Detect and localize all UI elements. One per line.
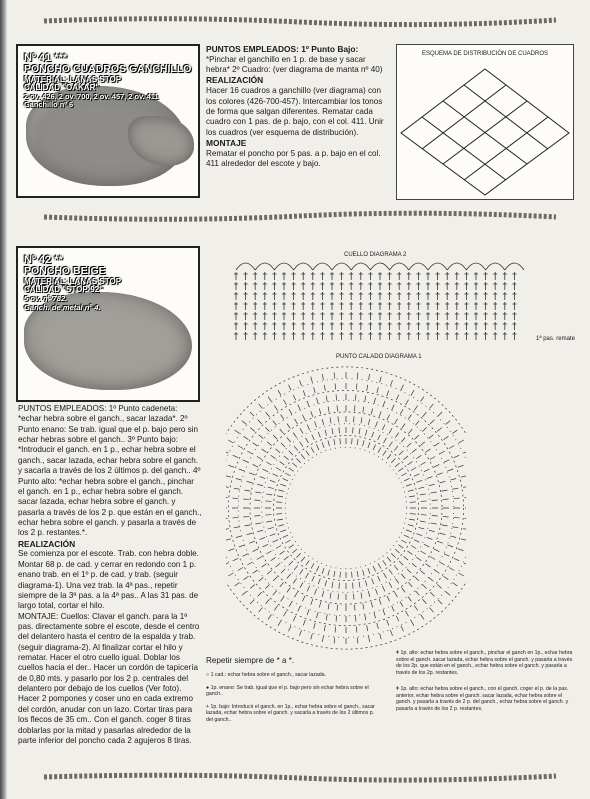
repeat-note: Repetir siempre de * a *. xyxy=(206,656,295,665)
montaje-heading: MONTAJE xyxy=(206,138,247,149)
stitches-heading: PUNTOS EMPLEADOS: 1º Punto Bajo: xyxy=(206,44,359,54)
legend-item: ● 1p. enano: Se trab. igual que el p. bajo pero sin echar hebra sobre el ganch.. xyxy=(206,684,369,697)
stitches-text: PUNTOS EMPLEADOS: 1º Punto cadeneta: *echar hebra sobre el ganch., sacar lazada*. 2º Punto enano: Se trab. igual que el p. bajo pero sin echar hebras sobre el ganch.. 3º Punto bajo: *Introducir el ganch. en 1 p., echar hebra sobre el ganch., sacar lazada, echar hebra sobre el ganch. y sacarla a través de los 2 últimos p. del ganch.. 4º Punto alto: *echar hebra sobre el ganch., pinchar el ganch. en 1 p., echar hebra sobre el ganch. sacar lazada, echar hebra sobre el ganch. y pasarla a través de los 2 p. que están en el ganch., echar hebra sobre el ganch. y pasarla a través de los 2 p. restantes.*. xyxy=(18,404,202,538)
poncho-41-photo-box xyxy=(16,44,200,198)
lace-diagram-1 xyxy=(226,360,466,656)
legend-item: ǂ 1p. alto: echar hebra sobre el ganch., pinchar el ganch en 1p., echar hebra sobre el ganch. sacar lazada, echar hebra sobre el ganch. y pasarla a través de los 2p. que están en el ganch., echar hebra sobre el ganch. y pasarla a través de los 2p. restantes. xyxy=(396,650,573,676)
pattern-number: Nº 42 ** xyxy=(24,254,63,266)
page-binding-edge xyxy=(0,0,7,799)
pattern-number: Nº 41 *** xyxy=(24,52,68,64)
yarn-divider-bottom xyxy=(40,770,560,784)
montaje-text: Rematar el poncho por 5 pas. a p. bajo en el col. 411 alrededor del escote y bajo. xyxy=(206,148,381,169)
realizacion-heading: REALIZACIÓN xyxy=(206,75,264,86)
colors-line: 2 ov. 426, 2 ov. 700, 2 ov. 457, 2 ov. 411 xyxy=(24,92,159,102)
legend-item: + 1p. bajo: Introducir el ganch. en 1p., echar hebra sobre el ganch., sacar lazada, echar hebra sobre el ganch. y sacarla a través de los 2 últimos p. del ganch.. xyxy=(206,703,375,723)
pattern-title: PONCHO CUADROS GANCHILLO xyxy=(24,63,192,76)
montaje-text: MONTAJE: Cuellos: Clavar el ganch. para la 1ª pas. directamente sobre el escote, desde el centro del delantero hasta el centro de la espalda y trab. (seguir diagrama-2). Al finalizar cortar el hilo y rematar. Hacer el otro cuello igual. Doblar los cuellos hacia el der.. Hacer un cordón de tapicería de 0,80 mts. y pasarlo por los 2 p. centrales del delantero por debajo de los cuellos (Ver foto). Hacer 2 pompones y coser uno en cada extremo del cordón, anudar con un lazo. Cortar tiras para los flecos de 35 cm.. Con el ganch. coger 8 tiras doblarlas por la mitad y pasarlas alrededor de la parte inferior del poncho cada 2 agujeros 8 tiras. xyxy=(18,611,200,745)
collar-diagram-2 xyxy=(228,258,528,348)
lace-diagram-title: PUNTO CALADO DIAGRAMA 1 xyxy=(336,354,422,360)
stitch-legend-left xyxy=(206,672,376,723)
single-crochet-icon: + xyxy=(206,703,211,710)
chain-stitch-icon: ○ xyxy=(206,672,211,678)
square-grid-diagram xyxy=(397,67,573,197)
material-line: MATERIAL: LANAS STOP xyxy=(24,74,122,84)
legend-item: ǂ 1p. alto: echar hebra sobre el ganch., con el ganch. coger el p. de la pas. anterior, echar hebra sobre el ganch. sacar lazada, echar hebra sobre el ganch. y pasarla a través de 2 p. del ganch., echar hebra sobre el ganch. y pasarla a través de los 2 p. restantes. xyxy=(396,686,569,712)
double-crochet-icon: ǂ xyxy=(396,650,401,656)
quality-line: CALIDAD "STOP-92" xyxy=(24,285,104,295)
collar-diagram-title: CUELLO DIAGRAMA 2 xyxy=(344,252,407,258)
scheme-title: ESQUEMA DE DISTRIBUCIÓN DE CUADROS xyxy=(421,51,549,57)
hook-line: Ganch. de metal nº 4. xyxy=(24,302,101,312)
legend-item: ○ 1 cad.: echar hebra sobre el ganch., sacar lazada. xyxy=(206,672,326,678)
stitches-text: *Pinchar el ganchillo en 1 p. de base y sacar hebra* 2º Cuadro: (ver diagrama de manta nº 40) xyxy=(206,54,383,75)
slip-stitch-icon: ● xyxy=(206,684,211,691)
double-crochet-post-icon: ǂ xyxy=(396,686,401,692)
yarn-divider-middle xyxy=(40,210,560,224)
poncho-41-instructions xyxy=(206,44,390,169)
realizacion-text: Se comienza por el escote. Trab. con hebra doble. Montar 68 p. de cad. y cerrar en redondo con 1 p. enano trab. en el 1º p. de cad. y trab. (seguir diagrama-1). Una vez trab. la 4ª pas., repetir siempre de la 3ª pas. a la 4ª pas.. A las 31 pas. de largo total, cortar el hilo. xyxy=(18,549,199,611)
realizacion-text: Hacer 16 cuadros a ganchillo (ver diagrama) con los colores (426-700-457). Intercambiar los tonos de forma que salgan diferentes. Rematar cada cuadro con 1 pas. de p. bajo, con el col. 411. Unir los cuadros (ver esquema de distribución). xyxy=(206,86,384,137)
quality-line: CALIDAD "OAKAR" xyxy=(24,83,100,93)
poncho-42-instructions xyxy=(18,404,202,746)
stitch-legend-right xyxy=(396,650,576,712)
material-line: MATERIAL: LANAS STOP xyxy=(24,276,122,286)
pattern-title: PONCHO BEIGE xyxy=(24,265,106,278)
distribution-scheme-box xyxy=(396,44,574,200)
poncho-42-photo-box xyxy=(16,246,200,402)
hook-line: Ganchillo nº 6 xyxy=(24,100,74,110)
yarn-divider-top xyxy=(40,14,560,28)
colors-line: 5 ov. nº 782. xyxy=(24,294,68,304)
remate-label: 1ª pas. remate xyxy=(536,336,575,342)
realizacion-heading: REALIZACIÓN xyxy=(18,538,76,549)
